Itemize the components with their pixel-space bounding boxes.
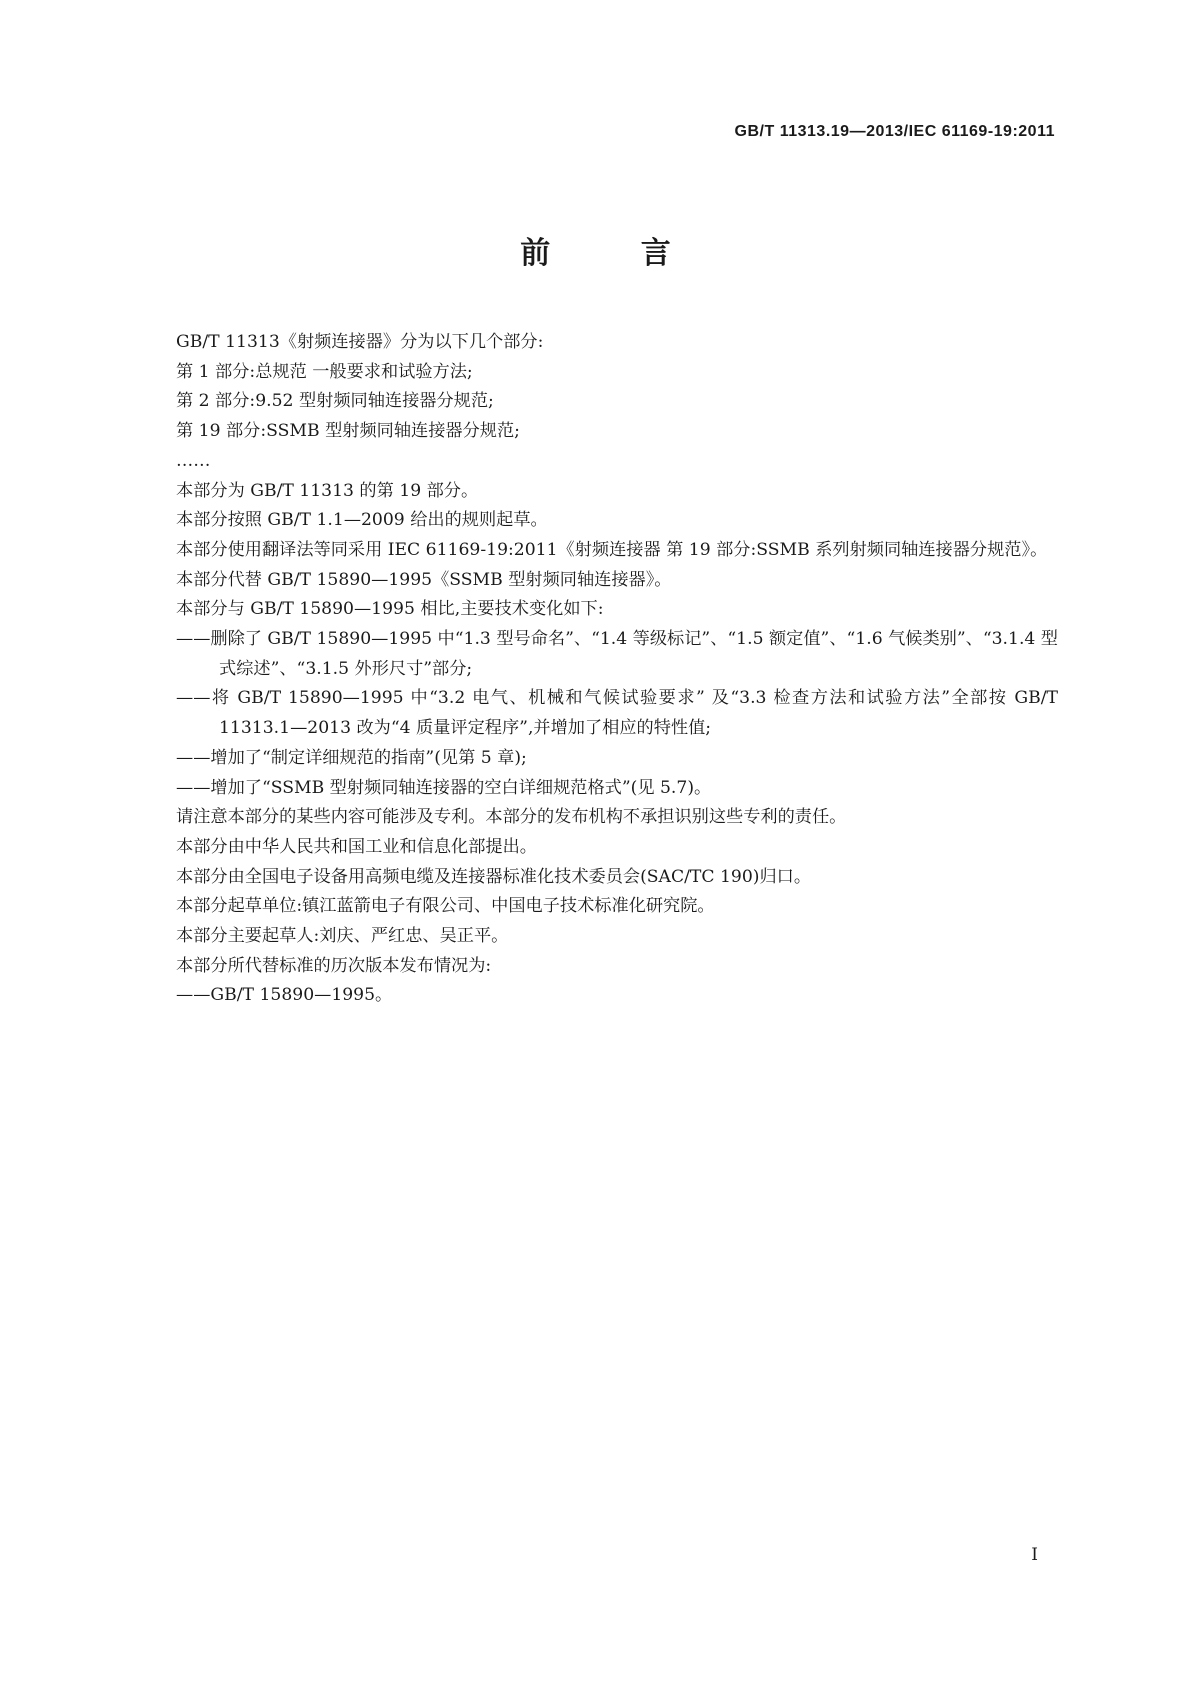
paragraph-scope: 本部分为 GB/T 11313 的第 19 部分。 [176, 480, 479, 501]
paragraph-drafting-units: 本部分起草单位:镇江蓝箭电子有限公司、中国电子技术标准化研究院。 [176, 896, 715, 917]
paragraph-replaces: 本部分代替 GB/T 15890—1995《SSMB 型射频同轴连接器》。 [176, 569, 672, 590]
change-item: ——将 GB/T 15890—1995 中“3.2 电气、机械和气候试验要求” 及“3.3 检查方法和试验方法”全部按 GB/T 11313.1—2013 改为“4 质量评定程序”,并增加了相应的特性值; [176, 688, 1058, 739]
change-item: ——增加了“SSMB 型射频同轴连接器的空白详细规范格式”(见 5.7)。 [176, 777, 712, 798]
paragraph-drafting-rules: 本部分按照 GB/T 1.1—2009 给出的规则起草。 [176, 510, 548, 531]
history-item: ——GB/T 15890—1995。 [176, 985, 393, 1006]
paragraph-part-2: 第 2 部分:9.52 型射频同轴连接器分规范; [176, 391, 494, 412]
page-title: 前 言 [520, 236, 711, 271]
change-item: ——删除了 GB/T 15890—1995 中“1.3 型号命名”、“1.4 等级标记”、“1.5 额定值”、“1.6 气候类别”、“3.1.4 型式综述”、“3.1.5 外形尺寸”部分; [176, 629, 1058, 679]
foreword-body [133, 328, 1058, 1011]
paragraph-drafters: 本部分主要起草人:刘庆、严红忠、吴正平。 [176, 926, 509, 947]
paragraph-adoption: 本部分使用翻译法等同采用 IEC 61169-19:2011《射频连接器 第 19 部分:SSMB 系列射频同轴连接器分规范》。 [176, 539, 1048, 560]
paragraph-parts-intro: GB/T 11313《射频连接器》分为以下几个部分: [176, 332, 544, 352]
paragraph-committee: 本部分由全国电子设备用高频电缆及连接器标准化技术委员会(SAC/TC 190)归口。 [176, 866, 812, 887]
paragraph-history-intro: 本部分所代替标准的历次版本发布情况为: [176, 955, 492, 976]
document-code: GB/T 11313.19—2013/IEC 61169-19:2011 [734, 123, 1055, 140]
paragraph-part-1: 第 1 部分:总规范 一般要求和试验方法; [176, 361, 473, 382]
paragraph-part-19: 第 19 部分:SSMB 型射频同轴连接器分规范; [176, 421, 520, 442]
page-number: I [1031, 1545, 1038, 1565]
paragraph-proposer: 本部分由中华人民共和国工业和信息化部提出。 [176, 836, 537, 857]
paragraph-ellipsis: …… [176, 450, 211, 471]
paragraph-changes-intro: 本部分与 GB/T 15890—1995 相比,主要技术变化如下: [176, 599, 604, 620]
change-item: ——增加了“制定详细规范的指南”(见第 5 章); [176, 747, 527, 768]
paragraph-patent-notice: 请注意本部分的某些内容可能涉及专利。本部分的发布机构不承担识别这些专利的责任。 [176, 807, 847, 828]
